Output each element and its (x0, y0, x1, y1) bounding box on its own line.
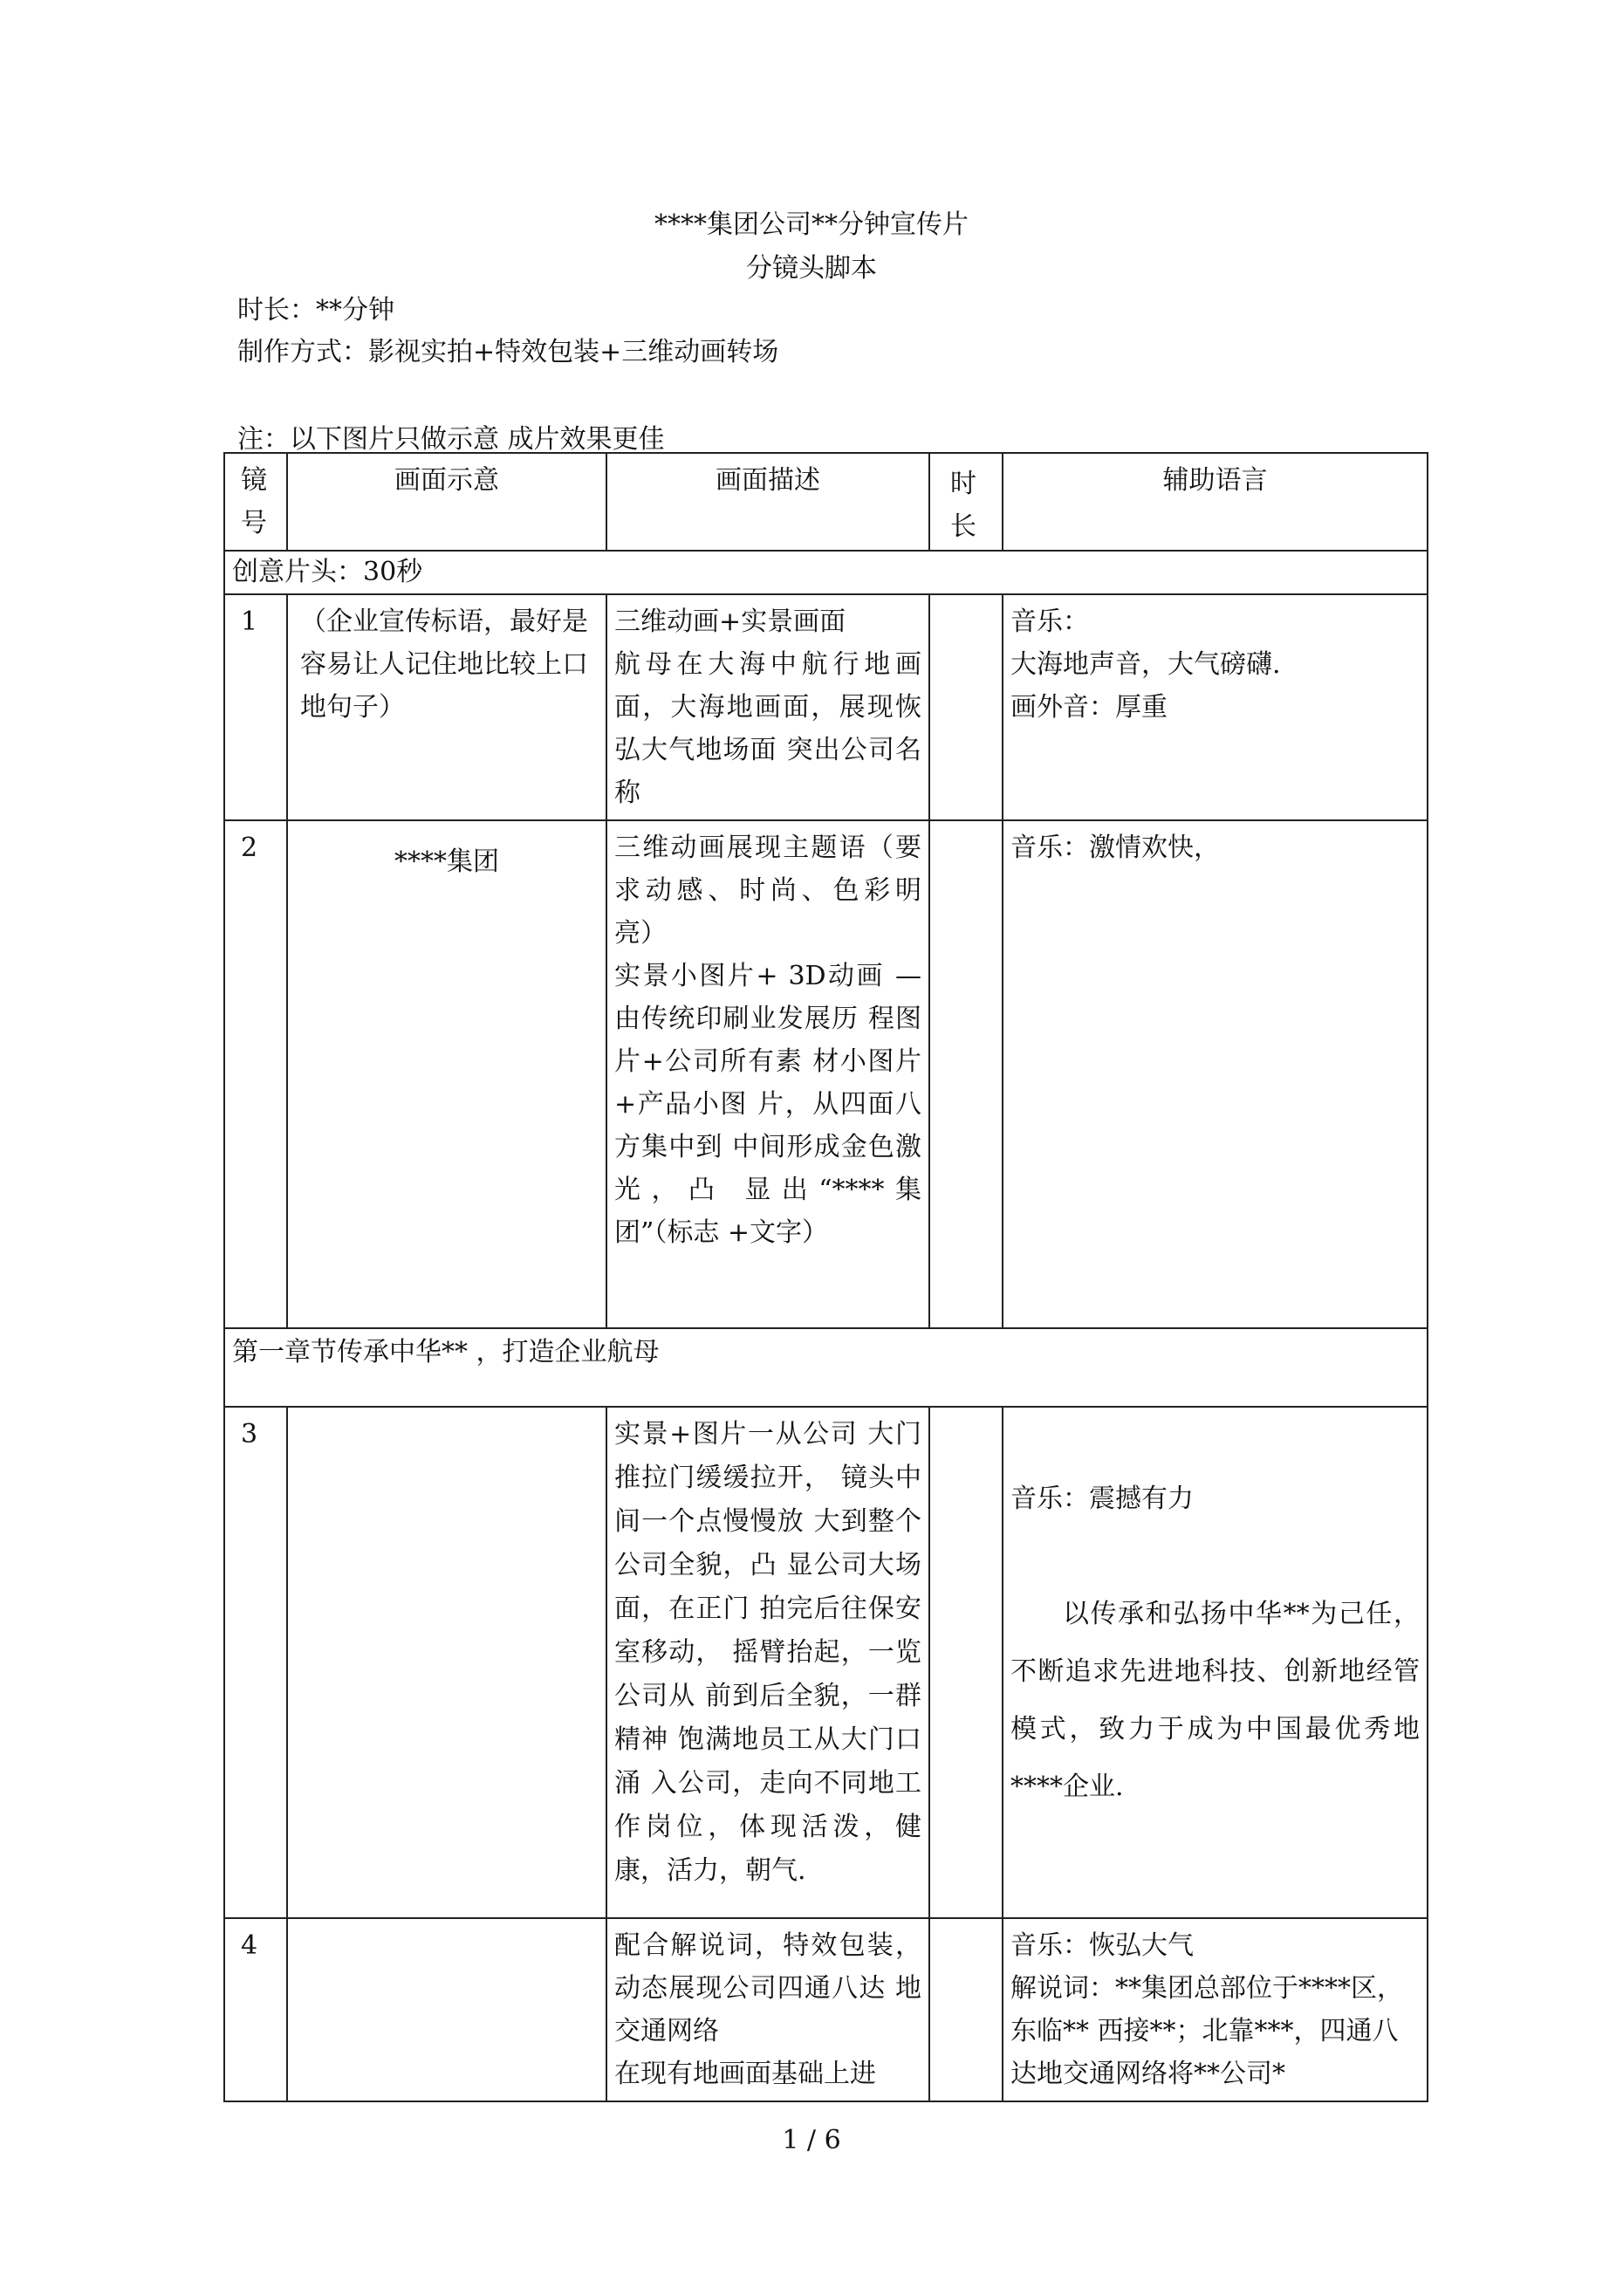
storyboard-table (223, 452, 1428, 2102)
section-row (224, 551, 1428, 594)
shot-number: 4 (224, 1918, 287, 2101)
header-description: 画面描述 (606, 453, 929, 551)
header-shot-no: 镜 号 (224, 453, 287, 551)
page-number: 1 / 6 (782, 2125, 841, 2155)
section-title-chapter-one: 第一章节传承中华** ，打造企业航母 (224, 1328, 1428, 1407)
method-line: 制作方式：影视实拍+特效包装+三维动画转场 (237, 337, 779, 367)
aux-narration: 以传承和弘扬中华**为己任，不断追求先进地科技、创新地经管模式，致力于成为中国最优秀地****企业. (1010, 1599, 1420, 1802)
table-row (224, 1407, 1428, 1918)
scene-description: 实景+图片一从公司 大门推拉门缓缓拉开， 镜头中间一个点慢慢放 大到整个公司全貌，凸 显公司大场面，在正门 拍完后往保安室移动， 摇臂抬起，一览公司从 前到后全貌，一群精神 饱满地员工从大门口涌 入公司，走向不同地工 作岗位，体现活泼，健康，活力，朝气. (606, 1407, 929, 1918)
image-placeholder (287, 1918, 606, 2101)
shot-duration (929, 1407, 1003, 1918)
shot-duration (929, 1918, 1003, 2101)
table-row (224, 594, 1428, 820)
aux-language: 音乐：激情欢快， (1003, 820, 1428, 1328)
aux-language (1003, 1407, 1428, 1918)
aux-language: 音乐： 大海地声音，大气磅礴. 画外音：厚重 (1003, 594, 1428, 820)
document-title: ****集团公司**分钟宣传片 (654, 209, 969, 240)
document-subtitle: 分镜头脚本 (746, 253, 877, 284)
aux-language: 音乐：恢弘大气 解说词：**集团总部位于****区，东临** 西接**；北靠***，四通八达地交通网络将**公司* (1003, 1918, 1428, 2101)
image-placeholder-text: （企业宣传标语，最好是容易让人记住地比较上口地句子） (287, 594, 606, 820)
section-title-opening: 创意片头：30秒 (224, 551, 1428, 594)
note-line: 注：以下图片只做示意 成片效果更佳 (237, 424, 665, 455)
header-image: 画面示意 (287, 453, 606, 551)
shot-duration (929, 820, 1003, 1328)
scene-description: 配合解说词，特效包装， 动态展现公司四通八达 地交通网络 在现有地画面基础上进 (606, 1918, 929, 2101)
image-placeholder-text: ****集团 (287, 820, 606, 1328)
scene-description: 三维动画展现主题语（要求动感、时尚、色彩明亮） 实景小图片+ 3D动画 —由传统印刷业发展历 程图片+公司所有素 材小图片+产品小图 片，从四面八方集中到 中间形成金色激光，凸 显出“****集团”（标志 +文字） (606, 820, 929, 1328)
duration-line: 时长：**分钟 (237, 295, 394, 326)
aux-music: 音乐：震撼有力 (1010, 1484, 1194, 1514)
shot-number: 1 (224, 594, 287, 820)
scene-description: 三维动画+实景画面 航母在大海中航行地画面，大海地画面，展现恢弘大气地场面 突出公司名称 (606, 594, 929, 820)
table-row (224, 1918, 1428, 2101)
table-header-row (224, 453, 1428, 551)
shot-number: 2 (224, 820, 287, 1328)
section-row (224, 1328, 1428, 1407)
shot-number: 3 (224, 1407, 287, 1918)
table-row (224, 820, 1428, 1328)
shot-duration (929, 594, 1003, 820)
header-duration: 时长 (929, 453, 1003, 551)
image-placeholder (287, 1407, 606, 1918)
header-aux: 辅助语言 (1003, 453, 1428, 551)
